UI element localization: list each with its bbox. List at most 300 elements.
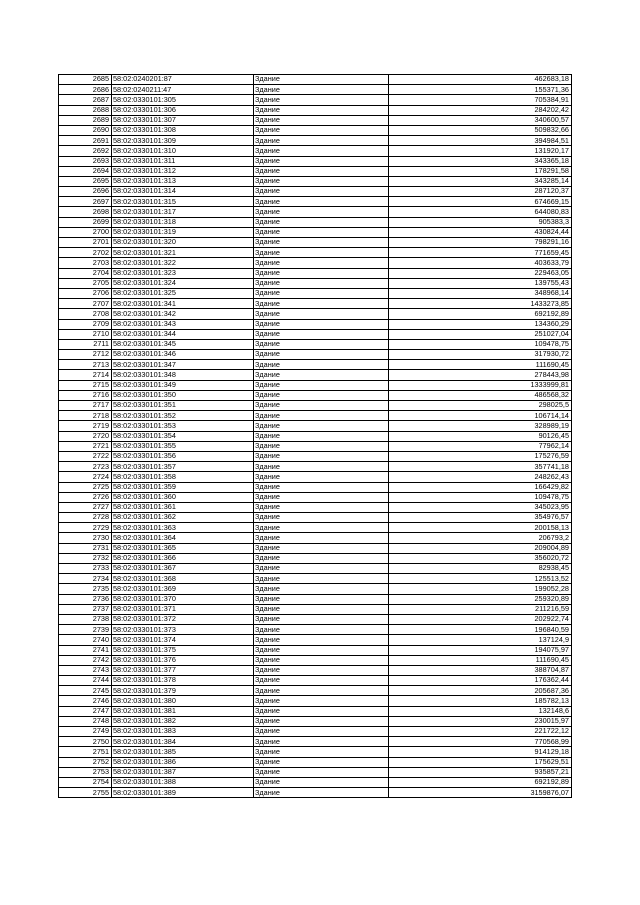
table-row — [59, 187, 572, 197]
row-number-cell: 2698 — [59, 207, 112, 217]
table-row — [59, 564, 572, 574]
object-type-cell: Здание — [254, 136, 389, 146]
table-row — [59, 574, 572, 584]
object-type-cell: Здание — [254, 502, 389, 512]
row-number-cell: 2726 — [59, 492, 112, 502]
cadastral-number-cell: 58:02:0330101:307 — [112, 115, 254, 125]
cadastral-value-cell: 388704,87 — [389, 665, 572, 675]
cadastral-number-cell: 58:02:0330101:363 — [112, 523, 254, 533]
table-row — [59, 747, 572, 757]
table-row — [59, 441, 572, 451]
cadastral-value-cell: 356020,72 — [389, 553, 572, 563]
table-row — [59, 543, 572, 553]
row-number-cell: 2717 — [59, 401, 112, 411]
object-type-cell: Здание — [254, 564, 389, 574]
row-number-cell: 2738 — [59, 614, 112, 624]
row-number-cell: 2709 — [59, 319, 112, 329]
object-type-cell: Здание — [254, 350, 389, 360]
row-number-cell: 2723 — [59, 462, 112, 472]
cadastral-value-cell: 278443,98 — [389, 370, 572, 380]
table-row — [59, 788, 572, 798]
buildings-table — [58, 74, 572, 798]
cadastral-number-cell: 58:02:0330101:369 — [112, 584, 254, 594]
cadastral-number-cell: 58:02:0330101:318 — [112, 217, 254, 227]
cadastral-value-cell: 692192,89 — [389, 309, 572, 319]
cadastral-value-cell: 914129,18 — [389, 747, 572, 757]
table-row — [59, 502, 572, 512]
cadastral-number-cell: 58:02:0330101:387 — [112, 767, 254, 777]
object-type-cell: Здание — [254, 115, 389, 125]
cadastral-number-cell: 58:02:0330101:381 — [112, 706, 254, 716]
cadastral-value-cell: 221722,12 — [389, 727, 572, 737]
row-number-cell: 2685 — [59, 75, 112, 85]
table-row — [59, 635, 572, 645]
cadastral-value-cell: 394984,51 — [389, 136, 572, 146]
row-number-cell: 2713 — [59, 360, 112, 370]
object-type-cell: Здание — [254, 686, 389, 696]
row-number-cell: 2725 — [59, 482, 112, 492]
table-row — [59, 258, 572, 268]
cadastral-number-cell: 58:02:0330101:315 — [112, 197, 254, 207]
row-number-cell: 2751 — [59, 747, 112, 757]
object-type-cell: Здание — [254, 492, 389, 502]
cadastral-value-cell: 798291,16 — [389, 238, 572, 248]
table-row — [59, 737, 572, 747]
object-type-cell: Здание — [254, 655, 389, 665]
table-row — [59, 462, 572, 472]
cadastral-number-cell: 58:02:0330101:352 — [112, 411, 254, 421]
object-type-cell: Здание — [254, 227, 389, 237]
cadastral-value-cell: 194075,97 — [389, 645, 572, 655]
row-number-cell: 2711 — [59, 339, 112, 349]
cadastral-value-cell: 106714,14 — [389, 411, 572, 421]
object-type-cell: Здание — [254, 75, 389, 85]
row-number-cell: 2732 — [59, 553, 112, 563]
cadastral-number-cell: 58:02:0330101:322 — [112, 258, 254, 268]
cadastral-value-cell: 77962,14 — [389, 441, 572, 451]
object-type-cell: Здание — [254, 207, 389, 217]
cadastral-number-cell: 58:02:0330101:324 — [112, 278, 254, 288]
row-number-cell: 2715 — [59, 380, 112, 390]
table-row — [59, 288, 572, 298]
cadastral-number-cell: 58:02:0330101:349 — [112, 380, 254, 390]
cadastral-value-cell: 109478,75 — [389, 339, 572, 349]
cadastral-number-cell: 58:02:0330101:306 — [112, 105, 254, 115]
object-type-cell: Здание — [254, 299, 389, 309]
row-number-cell: 2694 — [59, 166, 112, 176]
cadastral-number-cell: 58:02:0330101:342 — [112, 309, 254, 319]
table-row — [59, 401, 572, 411]
cadastral-value-cell: 134360,29 — [389, 319, 572, 329]
object-type-cell: Здание — [254, 716, 389, 726]
cadastral-value-cell: 345023,95 — [389, 502, 572, 512]
table-row — [59, 665, 572, 675]
cadastral-value-cell: 403633,79 — [389, 258, 572, 268]
table-row — [59, 645, 572, 655]
cadastral-value-cell: 771659,45 — [389, 248, 572, 258]
cadastral-number-cell: 58:02:0330101:347 — [112, 360, 254, 370]
object-type-cell: Здание — [254, 594, 389, 604]
row-number-cell: 2716 — [59, 390, 112, 400]
cadastral-value-cell: 343285,14 — [389, 176, 572, 186]
cadastral-value-cell: 155371,36 — [389, 85, 572, 95]
object-type-cell: Здание — [254, 665, 389, 675]
row-number-cell: 2745 — [59, 686, 112, 696]
object-type-cell: Здание — [254, 390, 389, 400]
cadastral-number-cell: 58:02:0240201:87 — [112, 75, 254, 85]
table-row — [59, 75, 572, 85]
row-number-cell: 2755 — [59, 788, 112, 798]
cadastral-number-cell: 58:02:0330101:321 — [112, 248, 254, 258]
row-number-cell: 2731 — [59, 543, 112, 553]
row-number-cell: 2750 — [59, 737, 112, 747]
row-number-cell: 2708 — [59, 309, 112, 319]
cadastral-value-cell: 259320,89 — [389, 594, 572, 604]
cadastral-number-cell: 58:02:0330101:317 — [112, 207, 254, 217]
cadastral-value-cell: 176362,44 — [389, 676, 572, 686]
table-row — [59, 207, 572, 217]
cadastral-number-cell: 58:02:0330101:370 — [112, 594, 254, 604]
table-row — [59, 767, 572, 777]
cadastral-value-cell: 1433273,85 — [389, 299, 572, 309]
table-row — [59, 482, 572, 492]
table-row — [59, 777, 572, 787]
cadastral-number-cell: 58:02:0330101:360 — [112, 492, 254, 502]
table-row — [59, 523, 572, 533]
cadastral-number-cell: 58:02:0330101:371 — [112, 604, 254, 614]
cadastral-value-cell: 674669,15 — [389, 197, 572, 207]
cadastral-number-cell: 58:02:0330101:366 — [112, 553, 254, 563]
cadastral-number-cell: 58:02:0330101:358 — [112, 472, 254, 482]
cadastral-value-cell: 206793,2 — [389, 533, 572, 543]
cadastral-value-cell: 284202,42 — [389, 105, 572, 115]
object-type-cell: Здание — [254, 604, 389, 614]
cadastral-number-cell: 58:02:0330101:308 — [112, 125, 254, 135]
object-type-cell: Здание — [254, 543, 389, 553]
row-number-cell: 2740 — [59, 635, 112, 645]
row-number-cell: 2712 — [59, 350, 112, 360]
object-type-cell: Здание — [254, 166, 389, 176]
cadastral-value-cell: 196840,59 — [389, 625, 572, 635]
cadastral-value-cell: 229463,05 — [389, 268, 572, 278]
cadastral-number-cell: 58:02:0330101:344 — [112, 329, 254, 339]
object-type-cell: Здание — [254, 370, 389, 380]
cadastral-number-cell: 58:02:0330101:305 — [112, 95, 254, 105]
cadastral-number-cell: 58:02:0330101:309 — [112, 136, 254, 146]
object-type-cell: Здание — [254, 513, 389, 523]
cadastral-value-cell: 90126,45 — [389, 431, 572, 441]
table-row — [59, 278, 572, 288]
cadastral-value-cell: 343365,18 — [389, 156, 572, 166]
object-type-cell: Здание — [254, 767, 389, 777]
object-type-cell: Здание — [254, 85, 389, 95]
object-type-cell: Здание — [254, 258, 389, 268]
cadastral-value-cell: 109478,75 — [389, 492, 572, 502]
object-type-cell: Здание — [254, 156, 389, 166]
row-number-cell: 2706 — [59, 288, 112, 298]
cadastral-value-cell: 348968,14 — [389, 288, 572, 298]
table-row — [59, 329, 572, 339]
object-type-cell: Здание — [254, 309, 389, 319]
cadastral-value-cell: 248262,43 — [389, 472, 572, 482]
row-number-cell: 2691 — [59, 136, 112, 146]
cadastral-value-cell: 462683,18 — [389, 75, 572, 85]
table-body — [59, 75, 572, 798]
cadastral-number-cell: 58:02:0330101:351 — [112, 401, 254, 411]
cadastral-value-cell: 82938,45 — [389, 564, 572, 574]
table-row — [59, 360, 572, 370]
object-type-cell: Здание — [254, 329, 389, 339]
table-row — [59, 431, 572, 441]
table-row — [59, 411, 572, 421]
table-row — [59, 268, 572, 278]
object-type-cell: Здание — [254, 421, 389, 431]
cadastral-number-cell: 58:02:0330101:310 — [112, 146, 254, 156]
table-row — [59, 350, 572, 360]
row-number-cell: 2752 — [59, 757, 112, 767]
cadastral-number-cell: 58:02:0330101:375 — [112, 645, 254, 655]
table-row — [59, 696, 572, 706]
object-type-cell: Здание — [254, 268, 389, 278]
cadastral-number-cell: 58:02:0330101:372 — [112, 614, 254, 624]
row-number-cell: 2695 — [59, 176, 112, 186]
table-row — [59, 136, 572, 146]
cadastral-number-cell: 58:02:0330101:373 — [112, 625, 254, 635]
cadastral-number-cell: 58:02:0240211:47 — [112, 85, 254, 95]
cadastral-value-cell: 905383,3 — [389, 217, 572, 227]
object-type-cell: Здание — [254, 146, 389, 156]
table-row — [59, 686, 572, 696]
cadastral-value-cell: 209004,89 — [389, 543, 572, 553]
cadastral-value-cell: 770568,99 — [389, 737, 572, 747]
object-type-cell: Здание — [254, 187, 389, 197]
table-row — [59, 451, 572, 461]
table-row — [59, 115, 572, 125]
cadastral-value-cell: 202922,74 — [389, 614, 572, 624]
cadastral-value-cell: 139755,43 — [389, 278, 572, 288]
table-row — [59, 614, 572, 624]
cadastral-number-cell: 58:02:0330101:355 — [112, 441, 254, 451]
table-row — [59, 584, 572, 594]
cadastral-value-cell: 205687,36 — [389, 686, 572, 696]
cadastral-number-cell: 58:02:0330101:345 — [112, 339, 254, 349]
object-type-cell: Здание — [254, 523, 389, 533]
row-number-cell: 2719 — [59, 421, 112, 431]
cadastral-number-cell: 58:02:0330101:346 — [112, 350, 254, 360]
cadastral-value-cell: 230015,97 — [389, 716, 572, 726]
table-row — [59, 197, 572, 207]
cadastral-number-cell: 58:02:0330101:314 — [112, 187, 254, 197]
table-row — [59, 472, 572, 482]
object-type-cell: Здание — [254, 217, 389, 227]
cadastral-value-cell: 111690,45 — [389, 360, 572, 370]
cadastral-number-cell: 58:02:0330101:320 — [112, 238, 254, 248]
object-type-cell: Здание — [254, 95, 389, 105]
cadastral-value-cell: 357741,18 — [389, 462, 572, 472]
object-type-cell: Здание — [254, 431, 389, 441]
row-number-cell: 2689 — [59, 115, 112, 125]
table-row — [59, 676, 572, 686]
row-number-cell: 2741 — [59, 645, 112, 655]
cadastral-number-cell: 58:02:0330101:383 — [112, 727, 254, 737]
cadastral-number-cell: 58:02:0330101:343 — [112, 319, 254, 329]
table-row — [59, 553, 572, 563]
object-type-cell: Здание — [254, 706, 389, 716]
cadastral-number-cell: 58:02:0330101:379 — [112, 686, 254, 696]
row-number-cell: 2749 — [59, 727, 112, 737]
cadastral-value-cell: 430824,44 — [389, 227, 572, 237]
object-type-cell: Здание — [254, 462, 389, 472]
cadastral-value-cell: 125513,52 — [389, 574, 572, 584]
cadastral-number-cell: 58:02:0330101:382 — [112, 716, 254, 726]
table-row — [59, 217, 572, 227]
cadastral-number-cell: 58:02:0330101:354 — [112, 431, 254, 441]
object-type-cell: Здание — [254, 584, 389, 594]
object-type-cell: Здание — [254, 380, 389, 390]
table-row — [59, 421, 572, 431]
cadastral-value-cell: 185782,13 — [389, 696, 572, 706]
object-type-cell: Здание — [254, 238, 389, 248]
object-type-cell: Здание — [254, 105, 389, 115]
table-row — [59, 85, 572, 95]
row-number-cell: 2692 — [59, 146, 112, 156]
object-type-cell: Здание — [254, 451, 389, 461]
cadastral-value-cell: 644080,83 — [389, 207, 572, 217]
object-type-cell: Здание — [254, 727, 389, 737]
cadastral-number-cell: 58:02:0330101:388 — [112, 777, 254, 787]
object-type-cell: Здание — [254, 553, 389, 563]
row-number-cell: 2728 — [59, 513, 112, 523]
row-number-cell: 2696 — [59, 187, 112, 197]
cadastral-number-cell: 58:02:0330101:378 — [112, 676, 254, 686]
row-number-cell: 2718 — [59, 411, 112, 421]
object-type-cell: Здание — [254, 614, 389, 624]
row-number-cell: 2724 — [59, 472, 112, 482]
row-number-cell: 2722 — [59, 451, 112, 461]
cadastral-value-cell: 178291,58 — [389, 166, 572, 176]
object-type-cell: Здание — [254, 788, 389, 798]
cadastral-number-cell: 58:02:0330101:362 — [112, 513, 254, 523]
cadastral-value-cell: 298025,5 — [389, 401, 572, 411]
object-type-cell: Здание — [254, 645, 389, 655]
table-row — [59, 238, 572, 248]
row-number-cell: 2697 — [59, 197, 112, 207]
row-number-cell: 2730 — [59, 533, 112, 543]
cadastral-number-cell: 58:02:0330101:357 — [112, 462, 254, 472]
row-number-cell: 2746 — [59, 696, 112, 706]
cadastral-number-cell: 58:02:0330101:353 — [112, 421, 254, 431]
cadastral-value-cell: 692192,89 — [389, 777, 572, 787]
cadastral-value-cell: 175629,51 — [389, 757, 572, 767]
object-type-cell: Здание — [254, 472, 389, 482]
table-row — [59, 176, 572, 186]
table-row — [59, 227, 572, 237]
cadastral-number-cell: 58:02:0330101:389 — [112, 788, 254, 798]
cadastral-value-cell: 211216,59 — [389, 604, 572, 614]
cadastral-value-cell: 354976,57 — [389, 513, 572, 523]
object-type-cell: Здание — [254, 533, 389, 543]
object-type-cell: Здание — [254, 278, 389, 288]
cadastral-number-cell: 58:02:0330101:361 — [112, 502, 254, 512]
table-row — [59, 125, 572, 135]
row-number-cell: 2742 — [59, 655, 112, 665]
row-number-cell: 2744 — [59, 676, 112, 686]
table-row — [59, 625, 572, 635]
row-number-cell: 2687 — [59, 95, 112, 105]
row-number-cell: 2727 — [59, 502, 112, 512]
row-number-cell: 2703 — [59, 258, 112, 268]
row-number-cell: 2737 — [59, 604, 112, 614]
cadastral-value-cell: 3159876,07 — [389, 788, 572, 798]
cadastral-number-cell: 58:02:0330101:367 — [112, 564, 254, 574]
table-row — [59, 390, 572, 400]
table-row — [59, 146, 572, 156]
object-type-cell: Здание — [254, 288, 389, 298]
table-row — [59, 655, 572, 665]
object-type-cell: Здание — [254, 747, 389, 757]
table-row — [59, 604, 572, 614]
cadastral-value-cell: 287120,37 — [389, 187, 572, 197]
cadastral-value-cell: 166429,82 — [389, 482, 572, 492]
object-type-cell: Здание — [254, 248, 389, 258]
table-row — [59, 319, 572, 329]
object-type-cell: Здание — [254, 696, 389, 706]
cadastral-number-cell: 58:02:0330101:386 — [112, 757, 254, 767]
row-number-cell: 2702 — [59, 248, 112, 258]
cadastral-value-cell: 317930,72 — [389, 350, 572, 360]
row-number-cell: 2733 — [59, 564, 112, 574]
object-type-cell: Здание — [254, 635, 389, 645]
cadastral-value-cell: 486568,32 — [389, 390, 572, 400]
cadastral-value-cell: 111690,45 — [389, 655, 572, 665]
cadastral-value-cell: 328989,19 — [389, 421, 572, 431]
cadastral-number-cell: 58:02:0330101:350 — [112, 390, 254, 400]
cadastral-value-cell: 132148,6 — [389, 706, 572, 716]
cadastral-value-cell: 199052,28 — [389, 584, 572, 594]
row-number-cell: 2739 — [59, 625, 112, 635]
row-number-cell: 2734 — [59, 574, 112, 584]
object-type-cell: Здание — [254, 757, 389, 767]
object-type-cell: Здание — [254, 176, 389, 186]
table-row — [59, 594, 572, 604]
cadastral-number-cell: 58:02:0330101:380 — [112, 696, 254, 706]
cadastral-number-cell: 58:02:0330101:385 — [112, 747, 254, 757]
table-row — [59, 533, 572, 543]
object-type-cell: Здание — [254, 360, 389, 370]
cadastral-number-cell: 58:02:0330101:341 — [112, 299, 254, 309]
cadastral-number-cell: 58:02:0330101:384 — [112, 737, 254, 747]
cadastral-number-cell: 58:02:0330101:313 — [112, 176, 254, 186]
table-row — [59, 757, 572, 767]
cadastral-number-cell: 58:02:0330101:365 — [112, 543, 254, 553]
cadastral-number-cell: 58:02:0330101:368 — [112, 574, 254, 584]
cadastral-number-cell: 58:02:0330101:319 — [112, 227, 254, 237]
cadastral-value-cell: 1333999,81 — [389, 380, 572, 390]
row-number-cell: 2693 — [59, 156, 112, 166]
row-number-cell: 2688 — [59, 105, 112, 115]
row-number-cell: 2735 — [59, 584, 112, 594]
object-type-cell: Здание — [254, 482, 389, 492]
row-number-cell: 2743 — [59, 665, 112, 675]
cadastral-number-cell: 58:02:0330101:348 — [112, 370, 254, 380]
table-row — [59, 706, 572, 716]
object-type-cell: Здание — [254, 319, 389, 329]
object-type-cell: Здание — [254, 441, 389, 451]
row-number-cell: 2714 — [59, 370, 112, 380]
object-type-cell: Здание — [254, 737, 389, 747]
cadastral-number-cell: 58:02:0330101:325 — [112, 288, 254, 298]
table-row — [59, 105, 572, 115]
